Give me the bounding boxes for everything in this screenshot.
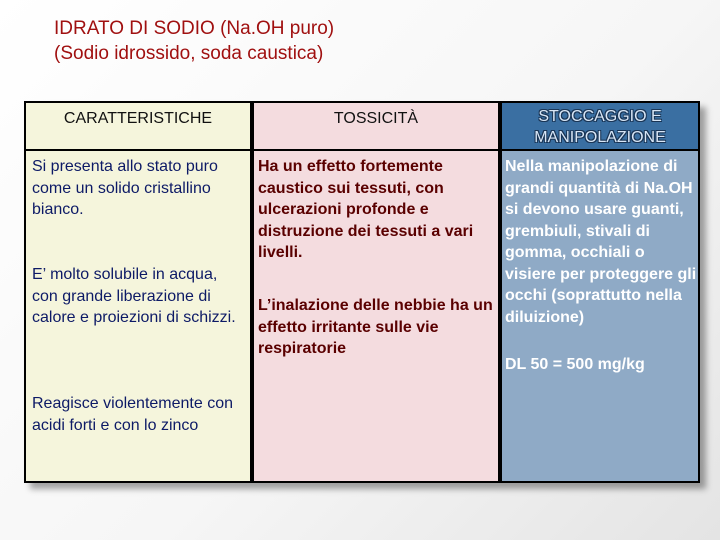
header-tossicita: TOSSICITÀ [252,101,500,151]
header-stoccaggio: STOCCAGGIO E MANIPOLAZIONE [500,101,700,151]
caratteristiche-item-1: Si presenta allo stato puro come un solido cristallino bianco. [32,158,218,218]
info-table [24,101,700,483]
stoccaggio-item-2: DL 50 = 500 mg/kg [505,356,645,373]
stoccaggio-item-1: Nella manipolazione di grandi quantità di Na.OH si devono usare guanti, grembiuli, stivali di gomma, occhiali o visiere per proteggere gli occhi (soprattutto nella diluizione) [505,158,697,326]
title-line-2: (Sodio idrossido, soda caustica) [54,43,324,64]
header-caratteristiche: CARATTERISTICHE [24,101,252,151]
tossicita-item-2: L’inalazione delle nebbie ha un effetto irritante sulle vie respiratorie [258,297,493,357]
caratteristiche-item-2: E’ molto solubile in acqua, con grande liberazione di calore e proiezioni di schizzi. [32,266,236,326]
title-line-1: IDRATO DI SODIO (Na.OH puro) [54,18,335,39]
page-title [54,16,674,66]
caratteristiche-item-3: Reagisce violentemente con acidi forti e con lo zinco [32,395,234,434]
tossicita-item-1: Ha un effetto fortemente caustico sui tessuti, con ulcerazioni profonde e distruzione dei tessuti a vari livelli. [258,158,474,261]
